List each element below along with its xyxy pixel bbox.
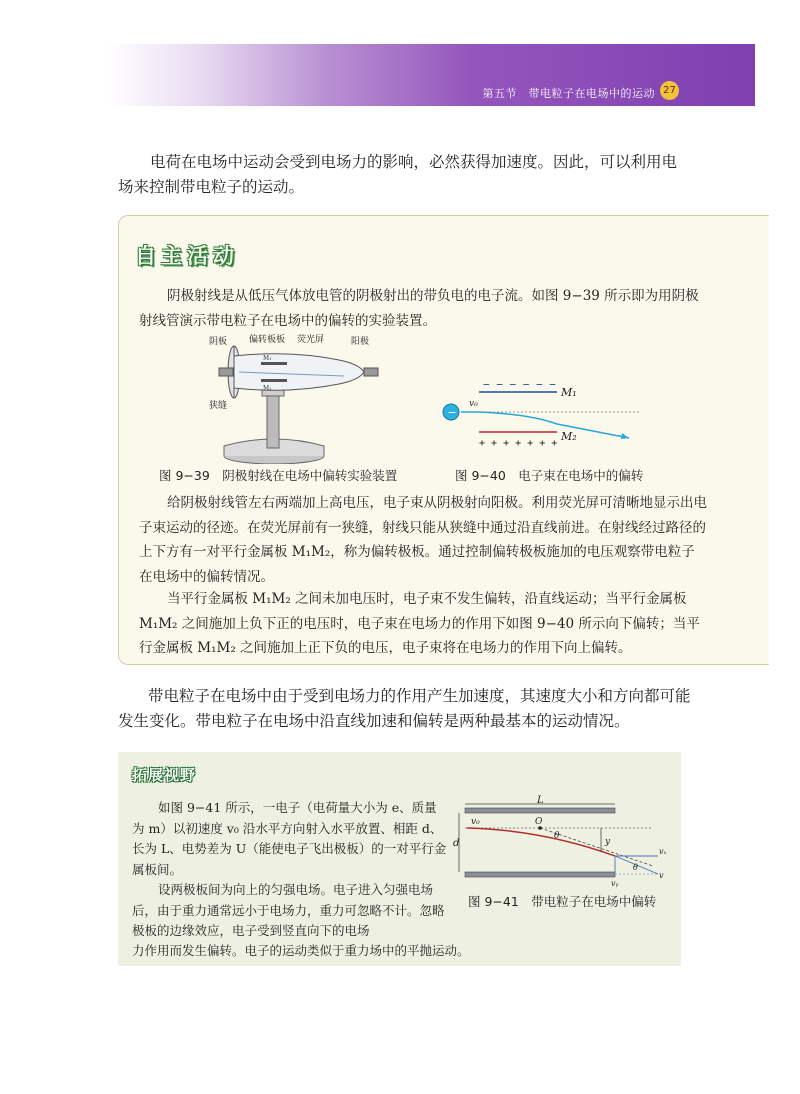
label-m1-small: M₁ [263,355,272,362]
point-O-label: O [535,817,543,827]
extension-paragraph-1: 如图 9−41 所示，一电子（电荷量大小为 e、质量为 m）以初速度 v₀ 沿水平方向射入水平放置、相距 d、长为 L、电势差为 U（能使电子飞出极板）的一对平行金属板间。 [132,800,447,877]
label-anode: 阳极 [351,337,370,347]
theta-label-1: θ [554,831,560,841]
label-m2-small: M₂ [263,385,272,392]
extension-title: 拓展视野 [132,766,197,784]
page-number-badge: 27 [660,81,679,100]
electron-symbol: − [447,406,457,419]
section-title: 第五节 带电粒子在电场中的运动 [482,87,655,100]
label-deflection-plates: 偏转板板 [249,335,286,345]
dim-d-label: d [453,838,460,849]
plate-m2-label: M₂ [561,430,577,443]
y-label: y [605,837,611,847]
vy-label: vᵧ [611,879,619,888]
label-slit: 狭缝 [209,401,228,411]
caption-9-41: 图 9−41 带电粒子在电场中偏转 [468,894,657,909]
vx-label: vₓ [659,847,667,856]
activity-paragraph-1: 阴极射线是从低压气体放电管的阴极射出的带负电的电子流。如图 9−39 所示即为用阴极射线管演示带电粒子在电场中的偏转的实验装置。 [139,288,699,329]
caption-9-40: 图 9−40 电子束在电场中的偏转 [455,468,644,483]
label-cathode: 阴板 [209,337,228,347]
caption-9-39: 图 9−39 阴极射线在电场中偏转实验装置 [159,468,398,483]
activity-paragraph-2: 给阴极射线管左右两端加上高电压，电子束从阴极射向阳极。利用荧光屏可清晰地显示出电子束运动的径迹。在荧光屏前有一狭缝，射线只能从狭缝中通过沿直线前进。在射线经过路径的上下方有一对平行金属板 M₁M₂，称为偏转极板。通过控制偏转极板施加的电压观察带电粒子在电场中的偏转情况。 [139,495,707,585]
v0-label: v₀ [471,817,480,827]
positive-charges: + + + + + + + [479,438,558,449]
activity-paragraph-3: 当平行金属板 M₁M₂ 之间未加电压时，电子束不发生偏转，沿直线运动；当平行金属板 M₁M₂ 之间施加上负下正的电压时，电子束在电场力的作用下如图 9−40 所示向下偏转；当平行金属板 M₁M₂ 之间施加上正下负的电压，电子束将在电场力的作用下向上偏转。 [139,591,700,656]
velocity-v0-label: v₀ [469,399,478,409]
intro-paragraph: 电荷在电场中运动会受到电场力的影响，必然获得加速度。因此，可以利用电场来控制带电粒子的运动。 [118,153,678,196]
figure-9-40 [439,372,669,454]
dim-L-label: L [537,795,544,806]
figure-9-41 [453,794,678,890]
negative-charges: − − − − − − [483,378,556,391]
activity-title: 自主活动 [135,243,239,268]
figure-9-39 [179,334,439,464]
summary-paragraph: 带电粒子在电场中由于受到电场力的作用产生加速度，其速度大小和方向都可能发生变化。带电粒子在电场中沿直线加速和偏转是两种最基本的运动情况。 [118,687,691,730]
extension-paragraph-3: 力作用而发生偏转。电子的运动类似于重力场中的平抛运动。 [132,943,470,958]
extension-paragraph-2: 设两极板间为向上的匀强电场。电子进入匀强电场后，由于重力通常远小于电场力，重力可忽略不计。忽略极板的边缘效应，电子受到竖直向下的电场 [132,882,445,938]
page-header-band [108,44,755,106]
theta-label-2: θ [633,863,638,872]
extension-box [118,752,681,966]
plate-m1-label: M₁ [561,386,577,399]
activity-box [118,215,769,665]
label-screen: 荧光屏 [297,335,325,345]
v-label: v [659,871,664,880]
